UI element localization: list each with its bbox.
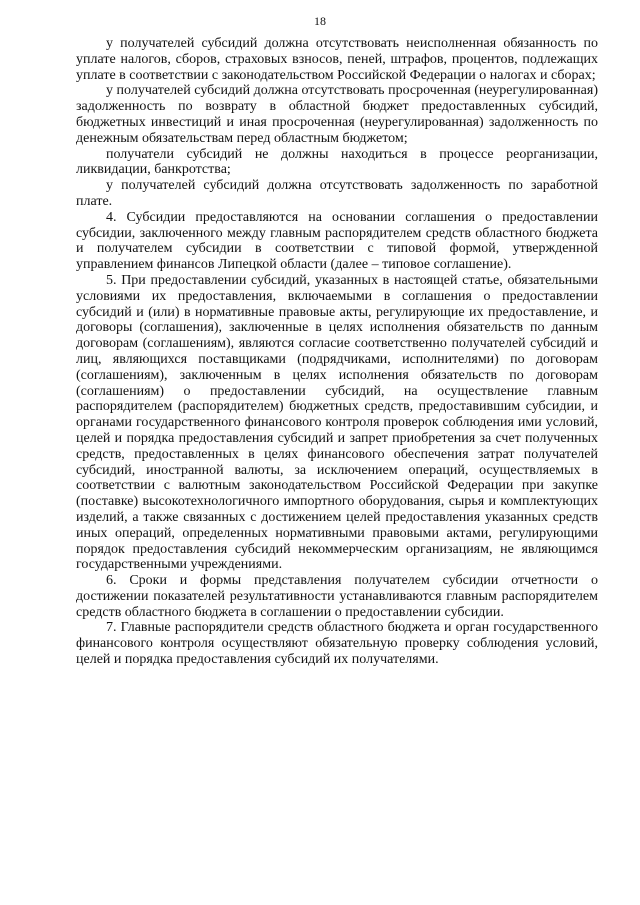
paragraph-reorganization: получатели субсидий не должны находиться в процессе реорганизации, ликвидации, банкротства;: [76, 146, 598, 178]
paragraph-item-6: 6. Сроки и формы представления получателем субсидии отчетности о достижении показателей результативности устанавливаются главным распорядителем средств областного бюджета в соглашении о предоставлении субсидии.: [76, 573, 598, 620]
page-number: 18: [314, 14, 326, 28]
paragraph-item-4: 4. Субсидии предоставляются на основании соглашения о предоставлении субсидии, заключенного между главным распорядителем средств областного бюджета и получателем субсидии в соответствии с типовой формой, утвержденной управлением финансов Липецкой области (далее – типовое соглашение).: [76, 209, 598, 273]
paragraph-overdue-debt: у получателей субсидий должна отсутствовать просроченная (неурегулированная) задолженность по возврату в областной бюджет предоставленных субсидий, бюджетных инвестиций и иная просроченная (неурегулированная) задолженность по денежным обязательствам перед областным бюджетом;: [76, 83, 598, 146]
paragraph-item-5: 5. При предоставлении субсидий, указанных в настоящей статье, обязательными условиями их предоставления, включаемыми в соглашения о предоставлении субсидий и (или) в нормативные правовые акты, регулирующие их предоставление, и договоры (соглашения), заключенные в целях исполнения обязательств по данным договорам (соглашениям), являются согласие соответственно получателей субсидий и лиц, являющихся поставщиками (подрядчиками, исполнителями) по договорам (соглашениям), заключенным в целях исполнения обязательств по договорам (соглашениям) о предоставлении субсидий, на осуществление главным распорядителем (распорядителем) бюджетных средств, предоставившим субсидии, и органами государственного финансового контроля проверок соблюдения ими условий, целей и порядка предоставления субсидий и запрет приобретения за счет полученных средств, предоставленных в целях финансового обеспечения затрат получателей субсидий, иностранной валюты, за исключением операций, осуществляемых в соответствии с валютным законодательством Российской Федерации при закупке (поставке) высокотехнологичного импортного оборудования, сырья и комплектующих изделий, а также связанных с достижением целей предоставления указанных средств иных операций, определенных нормативными правовыми актами, регулирующими порядок предоставления субсидий некоммерческим организациям, не являющимся государственными учреждениями.: [76, 272, 598, 573]
paragraph-wage-arrears: у получателей субсидий должна отсутствовать задолженность по заработной плате.: [76, 178, 598, 209]
paragraph-tax-arrears: у получателей субсидий должна отсутствовать неисполненная обязанность по уплате налогов, сборов, страховых взносов, пеней, штрафов, процентов, подлежащих уплате в соответствии с законодательством Российской Федерации о налогах и сборах;: [76, 36, 598, 83]
document-body: [76, 36, 598, 668]
paragraph-item-7: 7. Главные распорядители средств областного бюджета и орган государственного финансового контроля осуществляют обязательную проверку соблюдения условий, целей и порядка предоставления субсидий их получателями.: [76, 620, 598, 668]
